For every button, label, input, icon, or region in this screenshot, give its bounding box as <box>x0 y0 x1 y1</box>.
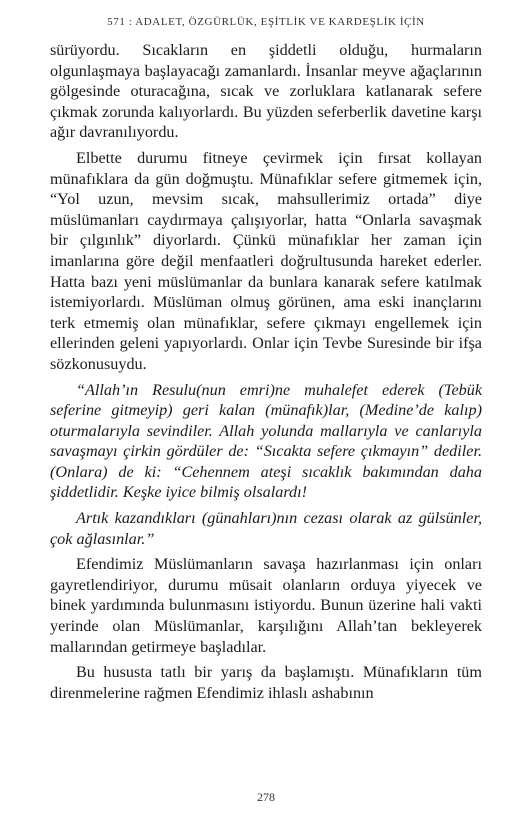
quote-paragraph-1: “Allah’ın Resulu(nun emri)ne muhalefet ederek (Tebük seferine gitmeyip) geri kalan (münafık)lar, (Medine’de kalıp) oturmalarıyla sevindiler. Allah yolunda mallarıyla ve canlarıyla savaşmayı çirkin gördüler de: “Sıcakta sefere çıkmayın” dediler. (Onlara) de ki: “Cehennem ateşi sıcaklık bakımından daha şiddetlidir. Keşke iyice bilmiş olsalardı! <box>50 380 482 502</box>
paragraph-3: Efendimiz Müslümanların savaşa hazırlanması için onları gayretlendiriyor, durumu müsait olanların orduya yiyecek ve binek yardımında bulunmasını istiyordu. Bunun üzerine hali vakti yerinde olan Müslümanlar, karşılığını Allah’tan bekleyerek mallarından getirmeye başladılar. <box>50 555 482 656</box>
page-number: 278 <box>257 790 275 804</box>
quote-paragraph-2: Artık kazandıkları (günahları)nın cezası olarak az gülsünler, çok ağlasınlar.” <box>50 509 482 548</box>
paragraph-1: sürüyordu. Sıcakların en şiddetli olduğu, hurmaların olgunlaşmaya başlayacağı zamanlardı. İnsanlar meyve ağaçlarının gölgesinde oturacağına, sıcak ve zorluklara katlanarak sefere çıkmak zorunda kalıyorlardı. Bu yüzden seferberlik davetine karşı ağır davranılıyordu. <box>50 41 482 142</box>
body-text <box>50 40 482 708</box>
paragraph-4: Bu hususta tatlı bir yarış da başlamıştı. Münafıkların tüm direnmelerine rağmen Efendimiz ihlaslı ashabının <box>50 663 482 702</box>
book-page <box>50 0 482 827</box>
paragraph-2: Elbette durumu fitneye çevirmek için fırsat kollayan münafıklara da gün doğmuştu. Münafıklar sefere gitmemek için, “Yol uzun, mevsim sıcak, mahsullerimiz ortada” diye müslümanları caydırmaya çalışıyorlar, hatta “Onlarla savaşmak bir çılgınlık” diyorlardı. Çünkü münafıklar her zaman için imanlarına göre değil menfaatleri doğrultusunda hareket ederler. Hatta bazı yeni müslümanlar da bunlara kanarak sefere katılmak istemiyorlardı. Müslüman olmuş görünen, ama eski inançlarını terk etmemiş olan münafıklar, sefere çıkmayı engellemek için ellerinden geleni yapıyorlardı. Onlar için Tevbe Suresinde bir ifşa sözkonusuydu. <box>50 148 482 373</box>
running-header: 571 : ADALET, ÖZGÜRLÜK, EŞİTLİK VE KARDEŞLİK İÇİN <box>107 16 425 28</box>
